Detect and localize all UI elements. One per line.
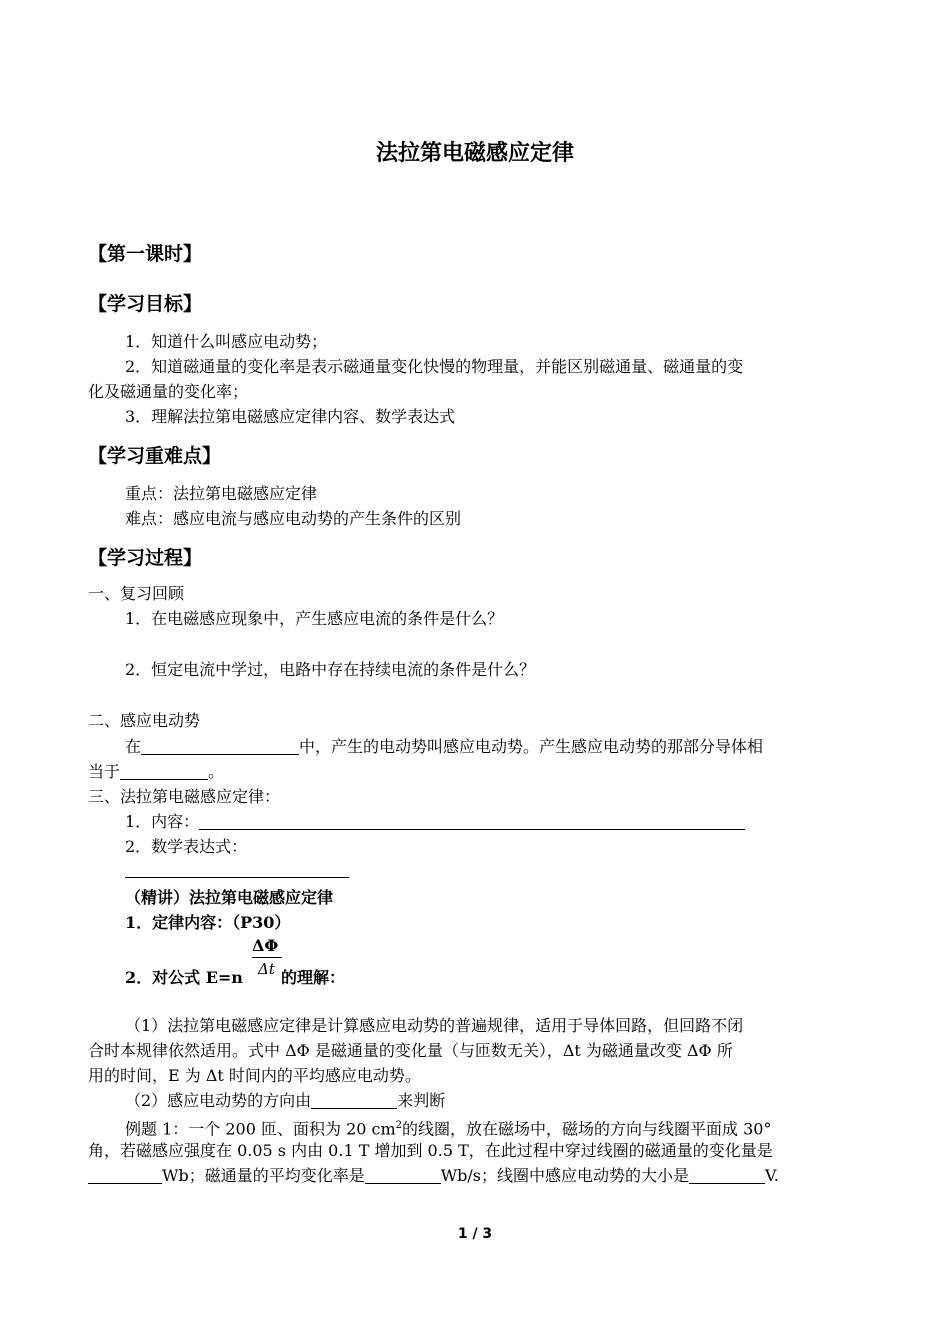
focus-point: 重点：法拉第电磁感应定律: [125, 484, 318, 503]
emf-line-1: [125, 735, 763, 759]
lecture-item-1: 1．定律内容：（P30）: [125, 913, 291, 932]
blank-emf-value[interactable]: [689, 1165, 765, 1184]
emf-line2-post: 。: [208, 762, 225, 781]
goal-3: 3．理解法拉第电磁感应定律内容、数学表达式: [125, 407, 456, 426]
lecture-item2-post: 的理解：: [280, 968, 345, 987]
fraction-bar: [252, 957, 282, 958]
example-l3-c: V.: [765, 1166, 779, 1185]
explain-p1b: 合时本规律依然适用。式中 ΔΦ 是磁通量的变化量（与匝数无关），Δt 为磁通量改变 ΔΦ 所: [88, 1041, 733, 1060]
explain-p2: [125, 1089, 445, 1113]
review-question-2: 2．恒定电流中学过，电路中存在持续电流的条件是什么？: [125, 660, 536, 679]
example-line-3: [88, 1164, 779, 1188]
explain-p2-post: 来判断: [397, 1091, 446, 1110]
goal-1: 1．知道什么叫感应电动势；: [125, 332, 328, 351]
law-formula: 2．数学表达式：: [125, 837, 248, 856]
example-l1-pre: 例题 1：一个 200 匝、面积为 20 cm: [125, 1119, 396, 1139]
explain-p1c: 用的时间，E 为 Δt 时间内的平均感应电动势。: [88, 1066, 421, 1085]
example-l1-post: 的线圈，放在磁场中，磁场的方向与线圈平面成 30°: [402, 1119, 772, 1139]
section-goals: 【学习目标】: [88, 293, 203, 315]
section-process: 【学习过程】: [88, 547, 203, 569]
example-line-2: 角，若磁感应强度在 0.05 s 内由 0.1 T 增加到 0.5 T，在此过程中穿过线圈的磁通量的变化量是: [88, 1141, 773, 1160]
example-l1-sup: 2: [395, 1120, 403, 1131]
hard-point: 难点：感应电流与感应电动势的产生条件的区别: [125, 509, 462, 528]
page-title: 法拉第电磁感应定律: [375, 141, 574, 166]
example-l3-a: Wb；磁通量的平均变化率是: [162, 1166, 365, 1185]
blank-emf-1[interactable]: [141, 736, 299, 755]
law-content-label: 1．内容：: [125, 812, 200, 831]
blank-flux-rate[interactable]: [365, 1165, 441, 1184]
blank-law-content[interactable]: [199, 811, 745, 830]
section-period: 【第一课时】: [88, 243, 203, 265]
example-line-1: [125, 1114, 771, 1141]
review-heading: 一、复习回顾: [88, 584, 185, 603]
emf-line1-post: 中，产生的电动势叫感应电动势。产生感应电动势的那部分导体相: [299, 737, 764, 756]
fraction-denominator: Δt: [258, 960, 275, 978]
emf-heading: 二、感应电动势: [88, 711, 201, 730]
emf-line-2: [88, 760, 224, 784]
emf-line1-pre: 在: [125, 737, 142, 756]
emf-line2-pre: 当于: [88, 762, 121, 781]
lecture-item2-pre: 2．对公式 E=n: [125, 968, 243, 987]
law-heading: 三、法拉第电磁感应定律：: [88, 787, 281, 806]
example-l3-b: Wb/s；线圈中感应电动势的大小是: [440, 1166, 689, 1185]
lecture-heading: （精讲）法拉第电磁感应定律: [125, 888, 334, 907]
page-number: 1 / 3: [457, 1226, 493, 1242]
explain-p1a: （1）法拉第电磁感应定律是计算感应电动势的普遍规律，适用于导体回路，但回路不闭: [125, 1016, 744, 1035]
explain-p2-pre: （2）感应电动势的方向由: [125, 1091, 312, 1110]
blank-emf-2[interactable]: [120, 761, 208, 780]
law-formula-answer: [125, 858, 349, 882]
review-question-1: 1．在电磁感应现象中，产生感应电流的条件是什么？: [125, 609, 504, 628]
law-content: [125, 810, 745, 834]
blank-direction[interactable]: [311, 1090, 397, 1109]
section-difficulty: 【学习重难点】: [88, 445, 222, 467]
blank-law-formula[interactable]: [125, 859, 349, 878]
goal-2b: 化及磁通量的变化率；: [88, 382, 249, 401]
lecture-item-2: [125, 966, 345, 990]
goal-2a: 2．知道磁通量的变化率是表示磁通量变化快慢的物理量，并能区别磁通量、磁通量的变: [125, 357, 744, 376]
blank-flux-change[interactable]: [88, 1165, 162, 1184]
fraction-numerator: ΔΦ: [252, 936, 279, 955]
